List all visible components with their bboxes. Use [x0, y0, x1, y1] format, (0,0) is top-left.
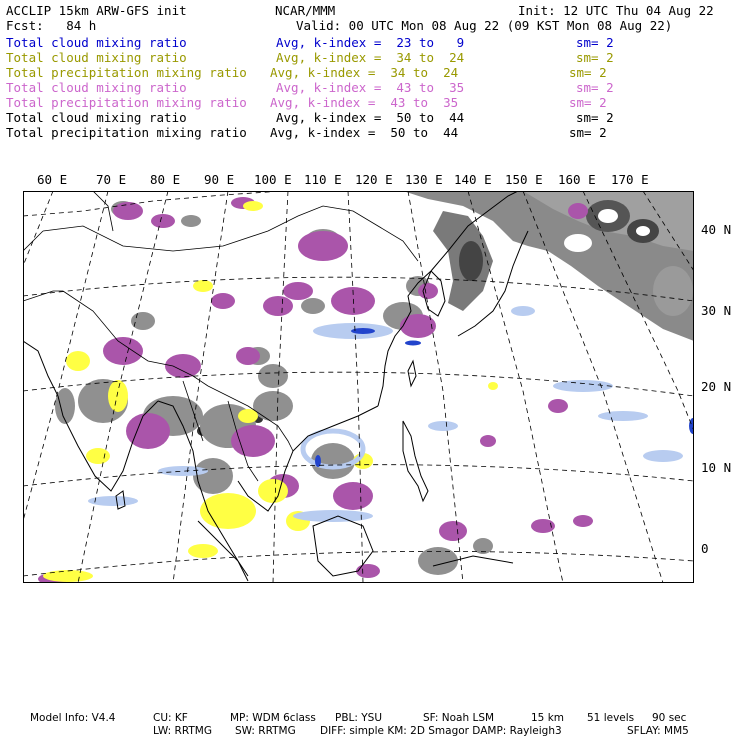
resolution: 15 km [531, 712, 565, 724]
legend-avg: Avg, k-index = 43 to 35 [270, 95, 459, 110]
lon-label: 160 E [558, 172, 596, 187]
lat-label: 30 N [701, 303, 732, 318]
legend-avg: Avg, k-index = 34 to 24 [276, 50, 465, 65]
lon-label: 140 E [454, 172, 492, 187]
surface-scheme: SF: Noah LSM [423, 712, 495, 724]
lon-label: 90 E [204, 172, 235, 187]
legend-avg: Avg, k-index = 50 to 44 [276, 110, 465, 125]
legend-sm: sm= 2 [576, 80, 614, 95]
legend-sm: sm= 2 [569, 125, 607, 140]
legend-field: Total cloud mixing ratio [6, 50, 187, 65]
legend-row [6, 50, 736, 65]
lon-label: 120 E [355, 172, 393, 187]
lat-label: 10 N [701, 460, 732, 475]
legend-sm: sm= 2 [576, 110, 614, 125]
pbl-scheme: PBL: YSU [335, 712, 383, 724]
cumulus-scheme: CU: KF [153, 712, 188, 724]
time-step: 90 sec [652, 712, 687, 724]
valid-time: Valid: 00 UTC Mon 08 Aug 22 (09 KST Mon 08 Aug 22) [296, 18, 673, 33]
legend-avg: Avg, k-index = 34 to 24 [270, 65, 459, 80]
legend-avg: Avg, k-index = 43 to 35 [276, 80, 465, 95]
legend-field: Total cloud mixing ratio [6, 35, 187, 50]
shortwave-scheme: SW: RRTMG [235, 725, 296, 737]
legend-row [6, 125, 736, 140]
lon-label: 170 E [611, 172, 649, 187]
legend-sm: sm= 2 [576, 50, 614, 65]
microphysics-scheme: MP: WDM 6class [230, 712, 316, 724]
lon-label: 60 E [37, 172, 68, 187]
lon-label: 100 E [254, 172, 292, 187]
legend-sm: sm= 2 [569, 95, 607, 110]
lon-label: 150 E [505, 172, 543, 187]
cloud-map [23, 191, 694, 583]
model-version: Model Info: V4.4 [30, 712, 116, 724]
lat-label: 20 N [701, 379, 732, 394]
legend-row [6, 80, 736, 95]
legend-field: Total cloud mixing ratio [6, 80, 187, 95]
lat-label: 40 N [701, 222, 732, 237]
legend-field: Total cloud mixing ratio [6, 110, 187, 125]
legend-sm: sm= 2 [569, 65, 607, 80]
legend-row [6, 110, 736, 125]
legend-field: Total precipitation mixing ratio [6, 125, 247, 140]
lon-label: 80 E [150, 172, 181, 187]
forecast-hour: Fcst: 84 h [6, 18, 97, 33]
legend-avg: Avg, k-index = 50 to 44 [270, 125, 459, 140]
legend-field: Total precipitation mixing ratio [6, 65, 247, 80]
legend-row [6, 65, 736, 80]
init-time: Init: 12 UTC Thu 04 Aug 22 [518, 3, 714, 18]
lon-label: 70 E [96, 172, 127, 187]
vertical-levels: 51 levels [587, 712, 635, 724]
legend-avg: Avg, k-index = 23 to 9 [276, 35, 465, 50]
legend-row [6, 95, 736, 110]
legend-row [6, 35, 736, 50]
lat-label: 0 [701, 541, 709, 556]
surface-layer-scheme: SFLAY: MM5 [627, 725, 689, 737]
center-label: NCAR/MMM [275, 3, 336, 18]
model-title: ACCLIP 15km ARW-GFS init [6, 3, 187, 18]
lon-label: 130 E [405, 172, 443, 187]
legend-field: Total precipitation mixing ratio [6, 95, 247, 110]
lon-label: 110 E [304, 172, 342, 187]
longwave-scheme: LW: RRTMG [153, 725, 212, 737]
diffusion-damping: DIFF: simple KM: 2D Smagor DAMP: Rayleigh3 [320, 725, 562, 737]
legend-sm: sm= 2 [576, 35, 614, 50]
